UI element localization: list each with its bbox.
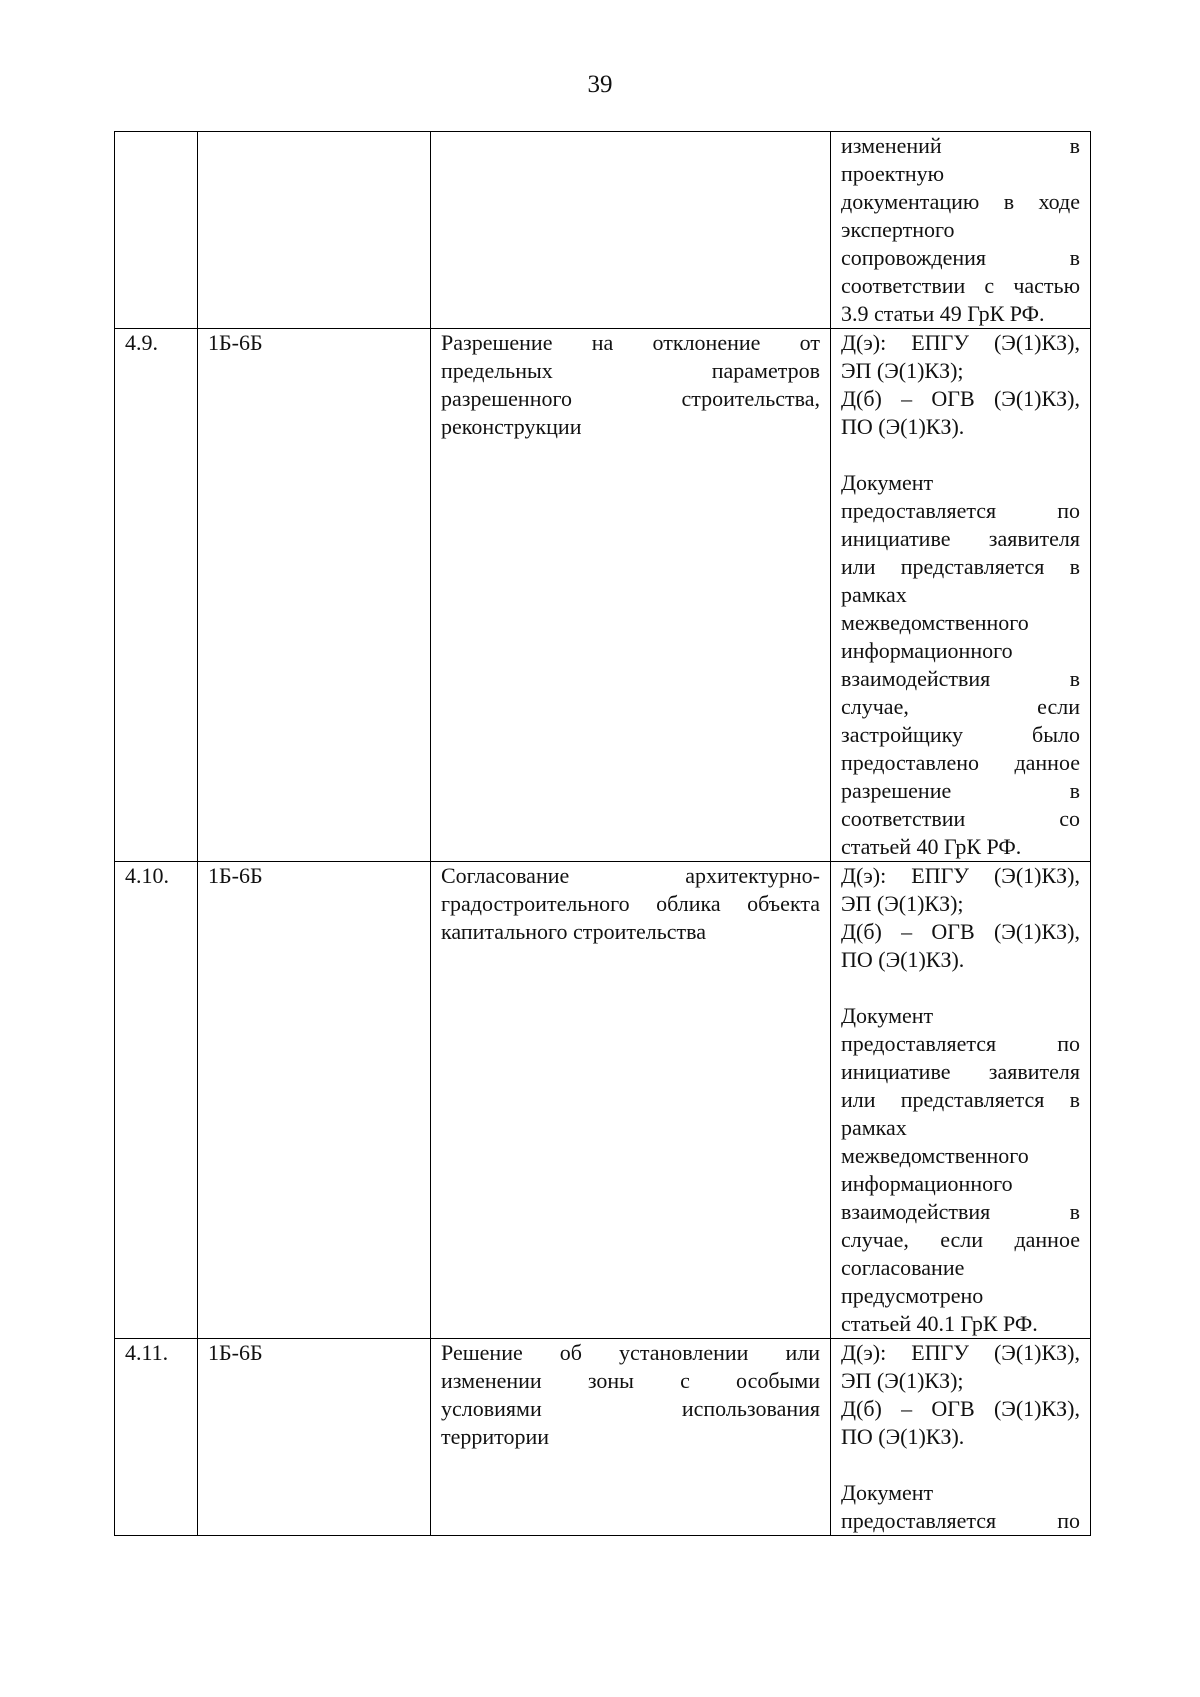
cell-text-line: рамках [841,1115,907,1140]
row-document-name-cell [431,132,831,329]
cell-text-line: Д(э): ЕПГУ (Э(1)КЗ), [841,1340,1080,1365]
cell-text-line: разрешение в [841,778,1080,803]
cell-text-line: ЭП (Э(1)КЗ); [841,1368,964,1393]
cell-text-line: Документ [841,1003,934,1028]
cell-text-line: Д(э): ЕПГУ (Э(1)КЗ), [841,330,1080,355]
row-source-cell [831,132,1091,329]
row-code-cell: 1Б-6Б [198,1339,431,1536]
cell-text-line: предоставляется по [841,1508,1080,1533]
row-source-cell [831,1339,1091,1536]
cell-text-line: статьей 40 ГрК РФ. [841,834,1022,859]
cell-text-line: предоставлено данное [841,750,1080,775]
cell-text-line: капитального строительства [441,919,707,944]
cell-text-line: статьей 40.1 ГрК РФ. [841,1311,1038,1336]
cell-text-line: инициативе заявителя [841,526,1080,551]
cell-text-line: предоставляется по [841,1031,1080,1056]
cell-text-line: взаимодействия в [841,1199,1080,1224]
table-row [115,132,1091,329]
cell-text-line: информационного [841,638,1013,663]
cell-text-line: 3.9 статьи 49 ГрК РФ. [841,301,1045,326]
cell-text-line: соответствии с частью [841,273,1080,298]
cell-text-line: застройщику было [841,722,1080,747]
cell-text-line: рамках [841,582,907,607]
cell-text-line: ЭП (Э(1)КЗ); [841,891,964,916]
cell-text-line: территории [441,1424,550,1449]
cell-text-line: или представляется в [841,554,1080,579]
cell-text-line: изменении зоны с особыми [441,1368,820,1393]
row-number-cell: 4.9. [115,329,198,862]
cell-text-line: реконструкции [441,414,582,439]
cell-text-line: градостроительного облика объекта [441,891,820,916]
cell-text-line: Д(б) – ОГВ (Э(1)КЗ), [841,1396,1080,1421]
row-document-name-cell [431,1339,831,1536]
cell-text-line: случае, если [841,694,1080,719]
row-document-name-cell [431,862,831,1339]
table-row [115,329,1091,862]
cell-text-line: согласование [841,1255,965,1280]
table-row [115,862,1091,1339]
cell-text-line: ПО (Э(1)КЗ). [841,414,965,439]
document-table [114,131,1091,1536]
cell-text-line: условиями использования [441,1396,820,1421]
cell-text-line: Согласование архитектурно- [441,863,820,888]
cell-text-line: межведомственного [841,610,1029,635]
cell-text-line: ПО (Э(1)КЗ). [841,1424,965,1449]
cell-text-line: документацию в ходе [841,189,1080,214]
table-body [115,132,1091,1536]
cell-text-line: информационного [841,1171,1013,1196]
row-number-cell: 4.11. [115,1339,198,1536]
blank-line [841,1451,1080,1479]
row-code-cell: 1Б-6Б [198,862,431,1339]
cell-text-line: соответствии со [841,806,1080,831]
cell-text-line: или представляется в [841,1087,1080,1112]
cell-text-line: межведомственного [841,1143,1029,1168]
cell-text-line: экспертного [841,217,955,242]
cell-text-line: Д(э): ЕПГУ (Э(1)КЗ), [841,863,1080,888]
row-source-cell [831,329,1091,862]
cell-text-line: ПО (Э(1)КЗ). [841,947,965,972]
row-document-name-cell [431,329,831,862]
cell-text-line: инициативе заявителя [841,1059,1080,1084]
cell-text-line: изменений в [841,133,1080,158]
cell-text-line: Д(б) – ОГВ (Э(1)КЗ), [841,919,1080,944]
blank-line [841,974,1080,1002]
cell-text-line: разрешенного строительства, [441,386,820,411]
cell-text-line: Д(б) – ОГВ (Э(1)КЗ), [841,386,1080,411]
cell-text-line: Документ [841,1480,934,1505]
row-number-cell: 4.10. [115,862,198,1339]
cell-text-line: предельных параметров [441,358,820,383]
row-code-cell [198,132,431,329]
row-number-cell [115,132,198,329]
page-number: 39 [587,71,613,98]
cell-text-line: взаимодействия в [841,666,1080,691]
table-row [115,1339,1091,1536]
cell-text-line: случае, если данное [841,1227,1080,1252]
cell-text-line: Документ [841,470,934,495]
cell-text-line: Разрешение на отклонение от [441,330,820,355]
cell-text-line: предусмотрено [841,1283,984,1308]
row-source-cell [831,862,1091,1339]
cell-text-line: ЭП (Э(1)КЗ); [841,358,964,383]
cell-text-line: сопровождения в [841,245,1080,270]
blank-line [841,441,1080,469]
cell-text-line: проектную [841,161,945,186]
cell-text-line: предоставляется по [841,498,1080,523]
cell-text-line: Решение об установлении или [441,1340,820,1365]
row-code-cell: 1Б-6Б [198,329,431,862]
